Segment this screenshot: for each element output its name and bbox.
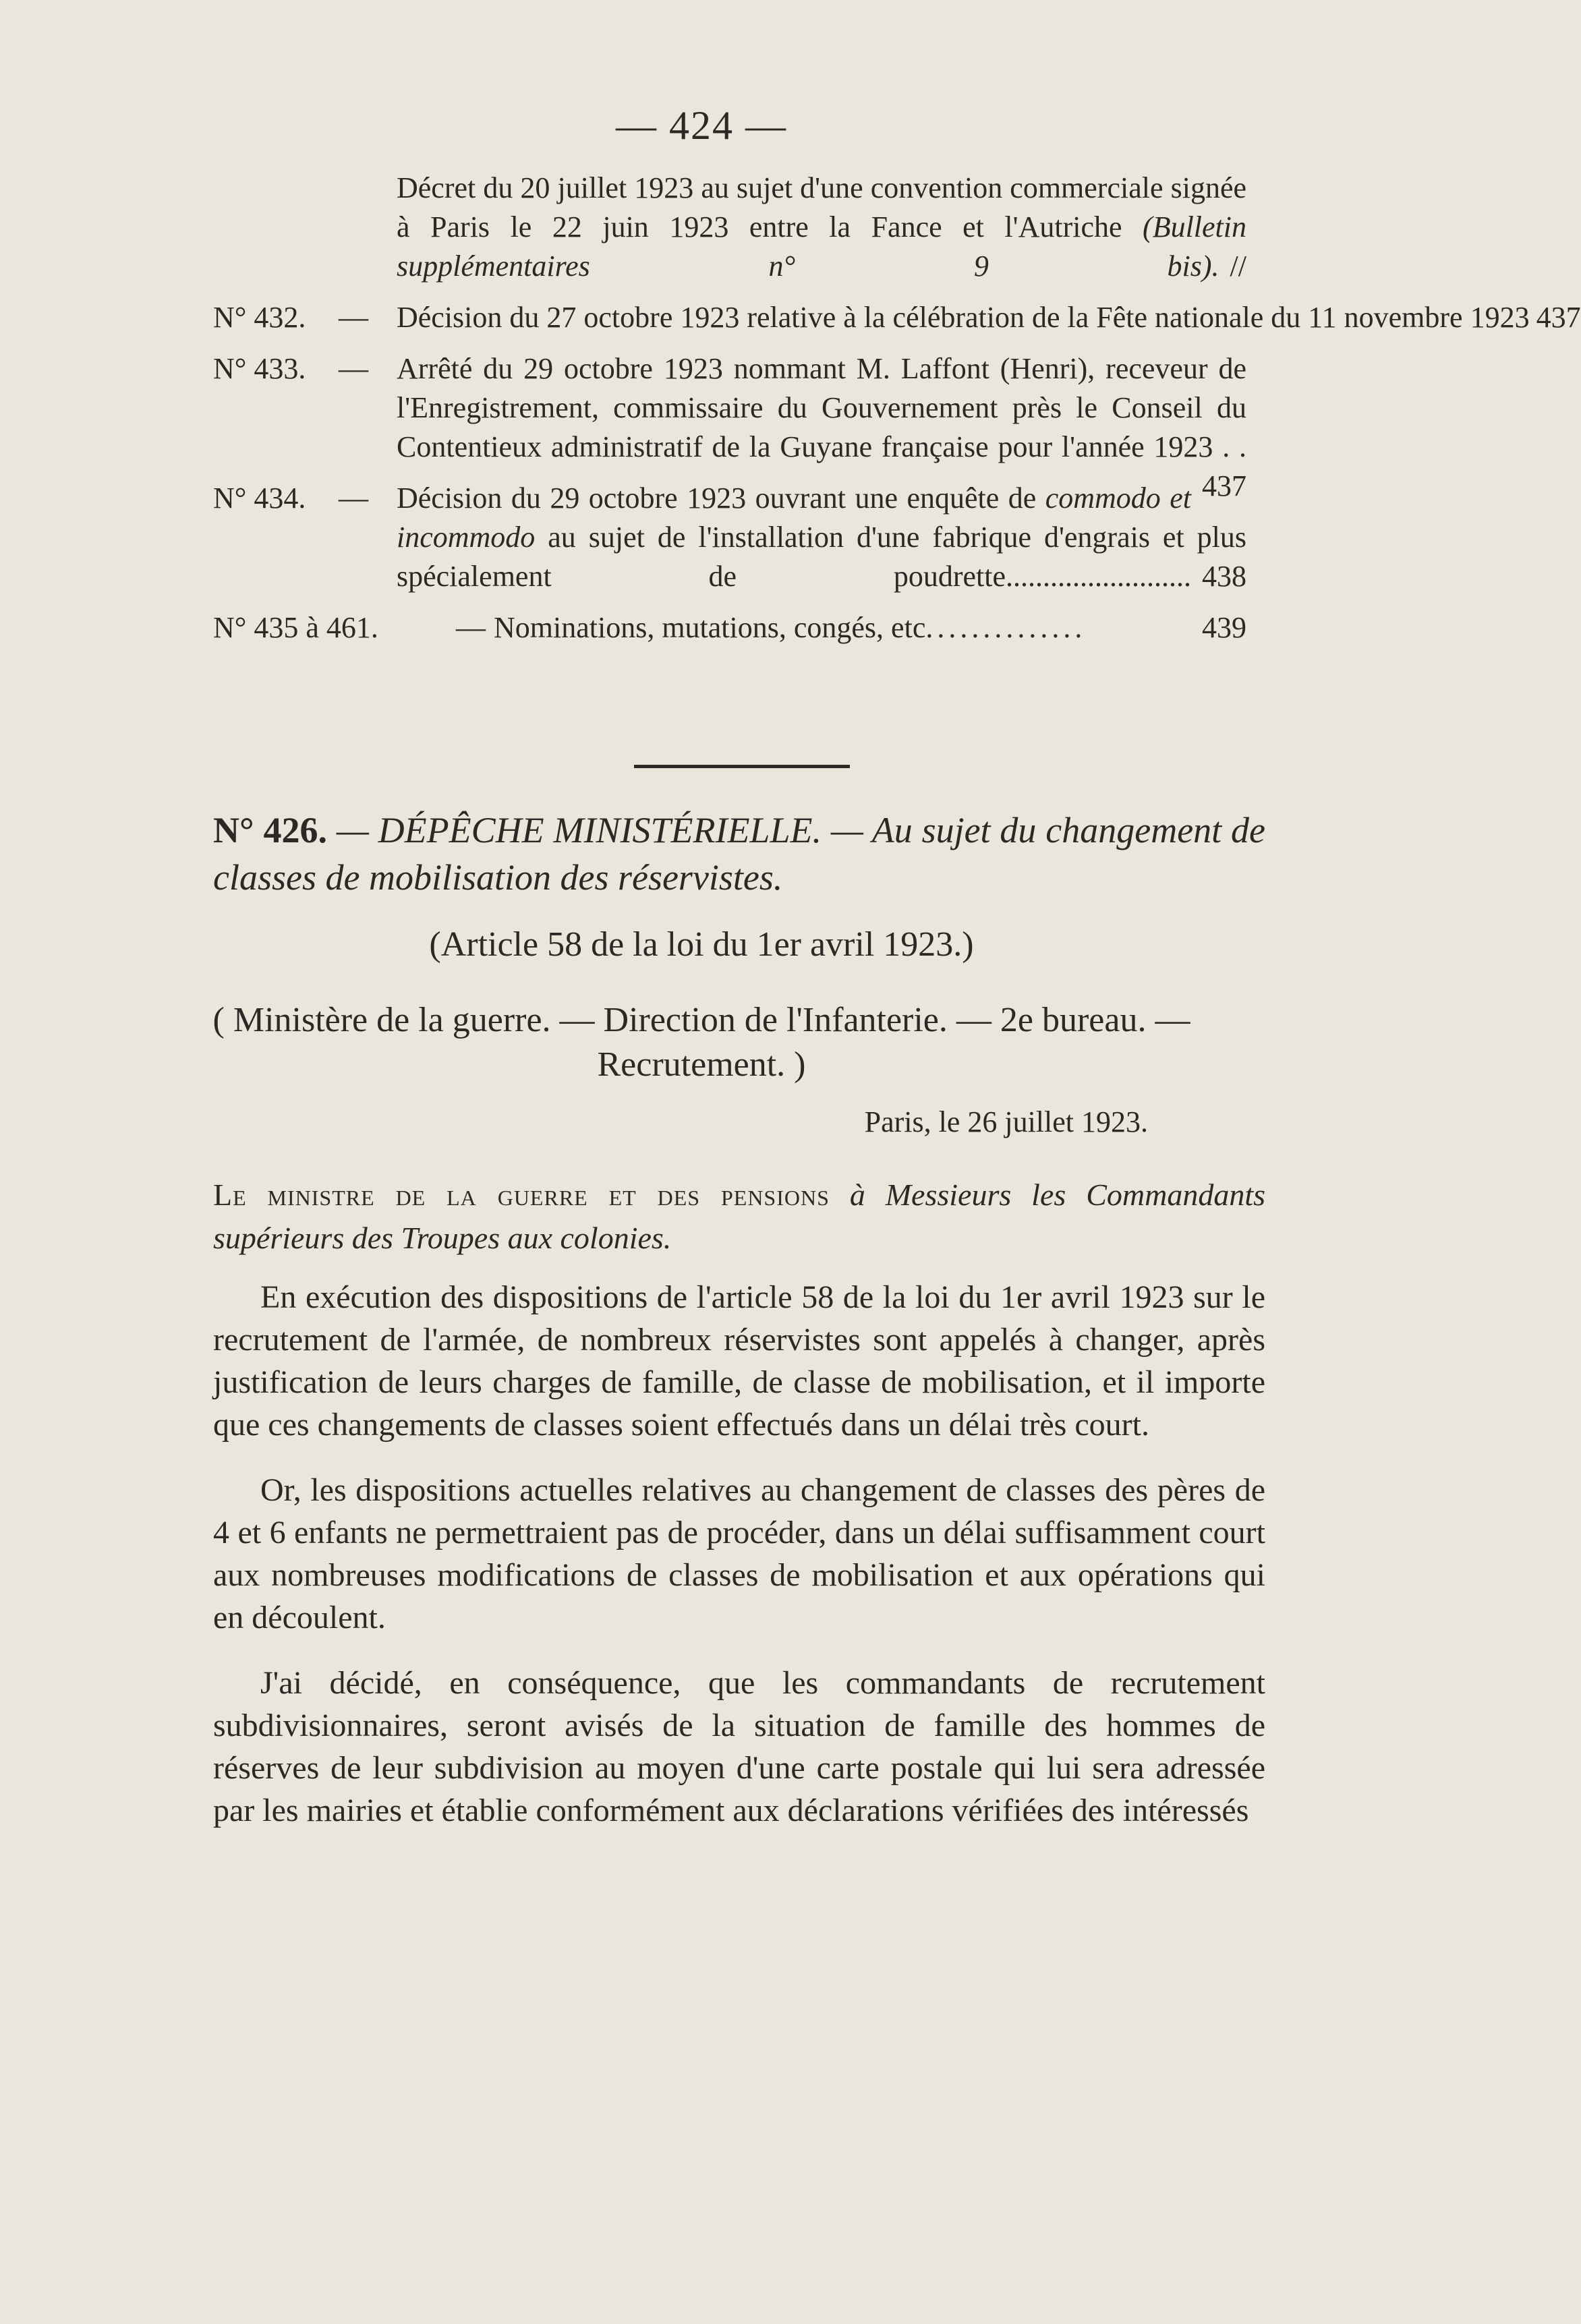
toc-entry [213,608,1246,647]
toc-page: // [1230,250,1246,283]
toc-number: N° 435 à 461. [213,611,378,644]
toc-dash: — [339,301,368,334]
recipient: à Messieurs les Commandants supérieurs des Troupes aux colonies. [213,1178,1265,1255]
toc-dash: — [339,352,368,385]
section-divider [634,765,850,768]
toc-page: 438 [1202,560,1246,593]
page-number: — 424 — [616,103,787,148]
toc-number: N° 434. [213,482,306,515]
toc-entry [213,169,1246,286]
letter-body [213,1276,1265,1855]
section-heading [213,807,1265,901]
paragraph: J'ai décidé, en conséquence, que les commandants de recrutement subdivisionnaires, seront avisés de la situation de famille des hommes de réserves de leur subdivision au moyen d'une carte postale qui lui sera adressée par les mairies et établie conformément aux déclarations vérifiées des intéressés [213,1665,1265,1828]
toc-entry-text: — Nominations, mutations, congés, etc .............. 439 [456,608,1246,647]
sender: Le ministre de la guerre et des pensions [213,1178,830,1212]
toc-page: 437 [1202,469,1246,502]
heading-number: N° 426. [213,810,327,850]
toc-number: N° 432. [213,301,306,334]
toc-dash: — [339,482,368,515]
toc-page: 437 [1536,301,1581,334]
article-reference: (Article 58 de la loi du 1er avril 1923.) [429,925,974,964]
date-line: Paris, le 26 juillet 1923. [864,1105,1148,1138]
toc-page: 439 [1202,611,1246,644]
toc-entry-text: Décision du 29 octobre 1923 ouvrant une enquête de commodo et incommodo au sujet de l'installation d'une fabrique d'engrais et plus spécialement de poudrette......................... 438 [397,479,1246,596]
paragraph: Or, les dispositions actuelles relatives au changement de classes des pères de 4 et 6 enfants ne permettraient pas de procéder, dans un délai suffisamment court aux nombreuses modifications de classes de mobilisation et aux opérations qui en découlent. [213,1472,1265,1635]
toc-entry-text: Décision du 27 octobre 1923 relative à la célébration de la Fête nationale du 11 novembre 1923 437 [397,298,1246,337]
toc-entry-text: Arrêté du 29 octobre 1923 nommant M. Laffont (Henri), receveur de l'Enregistrement, commissaire du Gouvernement près le Conseil du Contentieux administratif de la Guyane française pour l'année 1923 . . 437 [397,349,1246,467]
paragraph: En exécution des dispositions de l'article 58 de la loi du 1er avril 1923 sur le recrutement de l'armée, de nombreux réservistes sont appelés à changer, après justification de leurs charges de famille, de classe de mobilisation, et il importe que ces changements de classes soient effectués dans un délai très court. [213,1279,1265,1443]
toc-entry [213,479,1246,596]
toc-entry-text: Décret du 20 juillet 1923 au sujet d'une convention commerciale signée à Paris le 22 juin 1923 entre la Fance et l'Autriche (Bulletin supplémentaires n° 9 bis). // [397,169,1246,286]
heading-title: — DÉPÊCHE MINISTÉRIELLE. — Au sujet du changement de classes de mobilisation des réservistes. [213,810,1265,898]
table-of-contents [213,169,1581,660]
toc-entry [213,298,1581,337]
address-line [213,1173,1265,1260]
ministry-line: ( Ministère de la guerre. — Direction de l'Infanterie. — 2e bureau. — Recrutement. ) [212,1001,1190,1084]
toc-number: N° 433. [213,352,306,385]
